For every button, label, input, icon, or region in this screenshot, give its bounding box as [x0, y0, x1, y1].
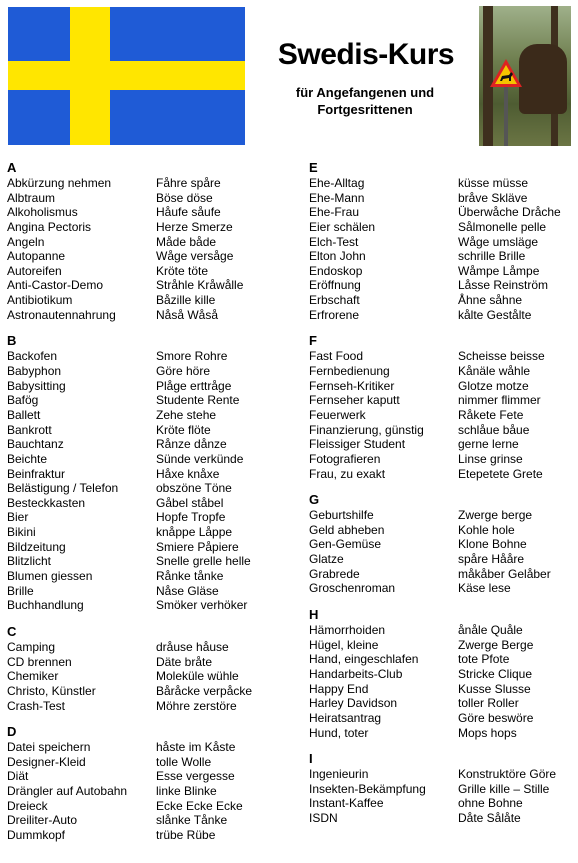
swedish-pun: Rånke tånke	[156, 569, 224, 584]
left-column	[7, 160, 253, 854]
moose-photo	[479, 6, 571, 146]
german-term: Instant-Kaffee	[309, 796, 384, 811]
entry-row	[309, 293, 523, 308]
swedish-pun: Überwåche Dråche	[458, 205, 561, 220]
entry-row	[309, 581, 511, 596]
swedish-pun: nimmer flimmer	[458, 393, 541, 408]
section-letter: C	[7, 623, 17, 639]
section-d	[7, 724, 243, 842]
german-term: Hügel, kleine	[309, 637, 379, 652]
entry-row	[7, 466, 220, 482]
entry-row	[7, 539, 239, 555]
section-letter: F	[309, 333, 317, 349]
entry-row	[7, 364, 211, 379]
swedish-pun: Zwerge berge	[458, 508, 533, 523]
german-term: Designer-Kleid	[7, 754, 86, 769]
german-term: Insekten-Bekämpfung	[309, 781, 426, 796]
entry-row	[7, 219, 233, 235]
entry-row	[309, 537, 527, 552]
section-letter: G	[309, 492, 320, 508]
swedish-pun: Sålmonelle pelle	[458, 219, 547, 234]
entry-row	[7, 495, 224, 511]
german-term: Brille	[7, 583, 34, 598]
swedish-pun: Nåså Wåså	[156, 307, 219, 322]
swedish-pun: Fåhre spåre	[156, 176, 221, 190]
entry-row	[309, 767, 557, 782]
swedish-pun: Göre höre	[156, 364, 211, 379]
german-term: Gen-Gemüse	[309, 537, 382, 552]
entry-row	[309, 623, 523, 638]
swedish-pun: Dåte Sålåte	[458, 811, 521, 826]
swedish-pun: Wåge versåge	[156, 249, 234, 264]
german-term: Beinfraktur	[7, 466, 66, 481]
german-term: Glatze	[309, 552, 344, 567]
section-b	[7, 333, 251, 613]
swedish-pun: bråve Skläve	[458, 190, 528, 205]
german-term: Bafög	[7, 393, 39, 408]
section-e	[309, 160, 561, 322]
swedish-pun: Klone Bohne	[458, 537, 527, 552]
swedish-pun: Linse grinse	[458, 451, 523, 466]
entry-row	[7, 393, 240, 408]
swedish-pun: dråuse håuse	[156, 639, 229, 654]
german-term: Crash-Test	[7, 698, 66, 713]
german-term: Fernseh-Kritiker	[309, 378, 395, 393]
german-term: ISDN	[309, 811, 338, 826]
swedish-pun: Göre beswöre	[458, 710, 534, 725]
entry-row	[309, 205, 561, 220]
section-a	[7, 160, 244, 322]
german-term: Ballett	[7, 407, 41, 422]
section-letter: E	[309, 160, 318, 175]
german-term: Ehe-Mann	[309, 190, 365, 205]
german-term: Frau, zu exakt	[309, 466, 386, 481]
german-term: Ehe-Alltag	[309, 176, 365, 190]
swedish-pun: Plåge erttråge	[156, 378, 232, 393]
swedish-pun: Håufe såufe	[156, 205, 221, 220]
german-term: Hund, toter	[309, 725, 369, 740]
entry-row	[309, 349, 545, 364]
swedish-pun: kålte Gestålte	[458, 307, 532, 322]
section-g	[309, 492, 551, 596]
entry-row	[309, 666, 533, 682]
swedish-pun: Mops hops	[458, 725, 517, 740]
german-term: Bikini	[7, 525, 36, 540]
entry-row	[309, 796, 523, 811]
german-term: Bankrott	[7, 422, 52, 437]
german-term: Fast Food	[309, 349, 364, 364]
swedish-flag	[8, 7, 245, 145]
entry-row	[7, 698, 237, 714]
german-term: Antibiotikum	[7, 293, 73, 308]
entry-row	[7, 349, 228, 364]
german-term: Babysitting	[7, 378, 66, 393]
entry-row	[309, 234, 539, 250]
german-term: Groschenroman	[309, 581, 396, 596]
swedish-pun: gerne lerne	[458, 437, 519, 452]
german-term: Blitzlicht	[7, 554, 52, 569]
german-term: Heiratsantrag	[309, 710, 382, 725]
section-letter: B	[7, 333, 17, 349]
entry-row	[309, 552, 525, 567]
german-term: Elch-Test	[309, 234, 359, 249]
german-term: Fotografieren	[309, 451, 381, 466]
swedish-pun: Kusse Slusse	[458, 681, 531, 696]
german-term: Backofen	[7, 349, 58, 364]
section-letter: H	[309, 607, 319, 623]
swedish-pun: Kröte flöte	[156, 422, 211, 437]
entry-row	[309, 725, 517, 741]
swedish-pun: spåre Hååre	[458, 552, 525, 567]
entry-row	[7, 769, 235, 784]
entry-row	[309, 652, 510, 667]
german-term: Autoreifen	[7, 263, 62, 278]
entry-row	[7, 205, 221, 220]
entry-row	[7, 683, 253, 699]
entry-row	[309, 278, 549, 293]
swedish-pun: Råkete Fete	[458, 407, 524, 422]
swedish-pun: Smöker verhöker	[156, 598, 248, 613]
swedish-pun: Konstruktöre Göre	[458, 767, 557, 782]
swedish-pun: obszöne Töne	[156, 481, 232, 496]
entry-row	[7, 554, 251, 569]
entry-row	[309, 263, 540, 279]
german-term: Bier	[7, 510, 29, 525]
swedish-pun: Scheisse beisse	[458, 349, 545, 364]
flag-cross-horizontal	[8, 61, 245, 90]
entry-row	[7, 510, 226, 525]
swedish-pun: Kånäle wåhle	[458, 364, 531, 379]
entry-row	[309, 681, 531, 697]
swedish-pun: slånke Tånke	[156, 813, 228, 828]
swedish-pun: Glotze motze	[458, 378, 529, 393]
swedish-pun: Etepetete Grete	[458, 466, 543, 481]
entry-row	[7, 639, 229, 655]
entry-row	[7, 293, 216, 308]
german-term: Geburtshilfe	[309, 508, 374, 523]
entry-row	[7, 583, 219, 599]
section-letter: A	[7, 160, 17, 175]
german-term: Bauchtanz	[7, 437, 64, 452]
moose-icon	[519, 44, 567, 114]
swedish-pun: Snelle grelle helle	[156, 554, 251, 569]
section-i	[309, 751, 557, 826]
swedish-pun: Smiere Påpiere	[156, 539, 239, 554]
entry-row	[309, 696, 519, 711]
entry-row	[7, 784, 217, 799]
german-term: CD brennen	[7, 654, 72, 669]
entry-row	[309, 407, 524, 423]
german-term: Babyphon	[7, 364, 62, 379]
german-term: Erfrorene	[309, 307, 360, 322]
section-h	[309, 607, 534, 740]
german-term: Buchhandlung	[7, 598, 84, 613]
german-term: Fernseher kaputt	[309, 393, 400, 408]
swedish-pun: tote Pfote	[458, 652, 510, 667]
entry-row	[309, 190, 528, 206]
german-term: Fleissiger Student	[309, 437, 406, 452]
german-term: Feuerwerk	[309, 407, 366, 422]
german-term: Dreieck	[7, 798, 48, 813]
german-term: Besteckkasten	[7, 495, 86, 510]
entry-row	[309, 364, 531, 379]
entry-row	[309, 219, 547, 235]
german-term: Angina Pectoris	[7, 219, 92, 234]
german-term: Datei speichern	[7, 740, 91, 755]
swedish-pun: Käse lese	[458, 581, 511, 596]
entry-row	[7, 249, 234, 264]
swedish-pun: Zehe stehe	[156, 407, 217, 422]
entry-row	[309, 508, 533, 523]
subtitle-line-2: Fortgesrittenen	[317, 102, 413, 117]
entry-row	[309, 307, 532, 323]
swedish-pun: Stråhle Kråwålle	[156, 278, 244, 293]
german-term: Camping	[7, 639, 56, 654]
swedish-pun: Båråcke verpåcke	[156, 683, 253, 698]
german-term: Finanzierung, günstig	[309, 422, 424, 437]
swedish-pun: Moleküle wühle	[156, 669, 239, 684]
page-subtitle	[270, 84, 460, 118]
swedish-pun: linke Blinke	[156, 784, 217, 799]
german-term: Drängler auf Autobahn	[7, 784, 128, 799]
swedish-pun: Studente Rente	[156, 393, 240, 408]
swedish-pun: tolle Wolle	[156, 754, 212, 769]
german-term: Erbschaft	[309, 293, 360, 308]
german-term: Endoskop	[309, 263, 363, 278]
entry-row	[309, 522, 515, 538]
german-term: Ehe-Frau	[309, 205, 360, 220]
german-term: Eröffnung	[309, 278, 361, 293]
entry-row	[7, 754, 212, 770]
german-term: Ingenieurin	[309, 767, 369, 782]
german-term: Anti-Castor-Demo	[7, 278, 104, 293]
entry-row	[7, 525, 233, 540]
entry-row	[7, 234, 217, 250]
entry-row	[7, 654, 213, 670]
entry-row	[309, 393, 541, 408]
swedish-pun: Herze Smerze	[156, 219, 233, 234]
entry-row	[309, 176, 529, 191]
german-term: Chemiker	[7, 669, 59, 684]
german-term: Elton John	[309, 249, 366, 264]
german-term: Astronautennahrung	[7, 307, 116, 322]
entry-row	[7, 798, 243, 814]
german-term: Dummkopf	[7, 827, 66, 842]
german-term: Geld abheben	[309, 522, 385, 537]
swedish-pun: Däte bråte	[156, 654, 213, 669]
swedish-pun: Möhre zerstöre	[156, 698, 237, 713]
entry-row	[7, 437, 227, 452]
german-term: Happy End	[309, 681, 369, 696]
entry-row	[7, 740, 236, 755]
swedish-pun: Sünde verkünde	[156, 451, 244, 466]
german-term: Harley Davidson	[309, 696, 398, 711]
swedish-pun: Kohle hole	[458, 522, 515, 537]
swedish-pun: Böse döse	[156, 190, 213, 205]
swedish-pun: küsse müsse	[458, 176, 529, 190]
german-term: Fernbedienung	[309, 364, 390, 379]
entry-row	[7, 263, 209, 279]
entry-row	[7, 422, 211, 438]
entry-row	[7, 598, 248, 613]
german-term: Hand, eingeschlafen	[309, 652, 419, 667]
german-term: Bildzeitung	[7, 539, 66, 554]
section-c	[7, 623, 253, 713]
swedish-pun: Åhne såhne	[458, 293, 523, 308]
entry-row	[309, 451, 523, 467]
swedish-pun: Zwerge Berge	[458, 637, 534, 652]
german-term: Angeln	[7, 234, 45, 249]
entry-row	[7, 813, 228, 828]
german-term: Blumen giessen	[7, 569, 93, 584]
swedish-pun: Hopfe Tropfe	[156, 510, 226, 525]
swedish-pun: Håxe knåxe	[156, 466, 220, 481]
swedish-pun: Kröte töte	[156, 263, 209, 278]
entry-row	[7, 307, 219, 323]
entry-row	[7, 407, 217, 423]
german-term: Hämorrhoiden	[309, 623, 386, 638]
german-term: Autopanne	[7, 249, 66, 264]
swedish-pun: schrille Brille	[458, 249, 526, 264]
entry-row	[7, 278, 244, 293]
right-column	[309, 160, 561, 837]
entry-row	[309, 566, 551, 582]
swedish-pun: Wåmpe Låmpe	[458, 263, 540, 278]
swedish-pun: Låsse Reinström	[458, 278, 549, 293]
entry-row	[7, 827, 216, 843]
entry-row	[7, 378, 232, 394]
swedish-pun: Gåbel ståbel	[156, 495, 224, 510]
german-term: Diät	[7, 769, 29, 784]
swedish-pun: Wåge umsläge	[458, 234, 539, 249]
entry-row	[7, 669, 239, 684]
swedish-pun: Rånze dånze	[156, 437, 227, 452]
german-term: Belästigung / Telefon	[7, 481, 119, 496]
swedish-pun: ohne Bohne	[458, 796, 523, 811]
sign-pole	[504, 86, 508, 146]
swedish-pun: Esse vergesse	[156, 769, 235, 784]
swedish-pun: trübe Rübe	[156, 827, 216, 842]
swedish-pun: Smore Rohre	[156, 349, 228, 364]
entry-row	[309, 637, 534, 653]
subtitle-line-1: für Angefangenen und	[295, 85, 435, 100]
swedish-pun: Stricke Clique	[458, 666, 533, 681]
entry-row	[7, 569, 224, 584]
swedish-pun: måkåber Gelåber	[458, 566, 551, 581]
entry-row	[7, 176, 221, 191]
entry-row	[309, 437, 519, 452]
german-term: Alkoholismus	[7, 205, 78, 220]
swedish-pun: knåppe Låppe	[156, 525, 233, 540]
german-term: Handarbeits-Club	[309, 666, 403, 681]
swedish-pun: Båzille kille	[156, 293, 216, 308]
entry-row	[309, 422, 530, 438]
swedish-pun: schlåue båue	[458, 422, 530, 437]
german-term: Albtraum	[7, 190, 56, 205]
moose-warning-sign-icon	[489, 58, 523, 88]
page-title: Swedis-Kurs	[277, 38, 455, 71]
entry-row	[309, 710, 534, 726]
swedish-pun: ånåle Quåle	[458, 623, 523, 638]
swedish-pun: Grille kille – Stille	[458, 781, 550, 796]
swedish-pun: Måde både	[156, 234, 217, 249]
entry-row	[309, 466, 543, 482]
section-f	[309, 333, 545, 481]
german-term: Grabrede	[309, 566, 360, 581]
german-term: Eier schälen	[309, 219, 376, 234]
german-term: Abkürzung nehmen	[7, 176, 112, 190]
german-term: Dreiliter-Auto	[7, 813, 78, 828]
swedish-pun: toller Roller	[458, 696, 519, 711]
swedish-pun: håste im Kåste	[156, 740, 236, 755]
swedish-pun: Ecke Ecke Ecke	[156, 798, 243, 813]
german-term: Beichte	[7, 451, 48, 466]
entry-row	[309, 249, 526, 264]
entry-row	[7, 481, 232, 496]
entry-row	[7, 190, 213, 206]
entry-row	[7, 451, 244, 467]
german-term: Christo, Künstler	[7, 683, 96, 698]
swedish-pun: Nåse Gläse	[156, 583, 219, 598]
entry-row	[309, 378, 529, 394]
section-letter: D	[7, 724, 17, 740]
section-letter: I	[309, 751, 313, 767]
entry-row	[309, 811, 521, 826]
entry-row	[309, 781, 550, 797]
